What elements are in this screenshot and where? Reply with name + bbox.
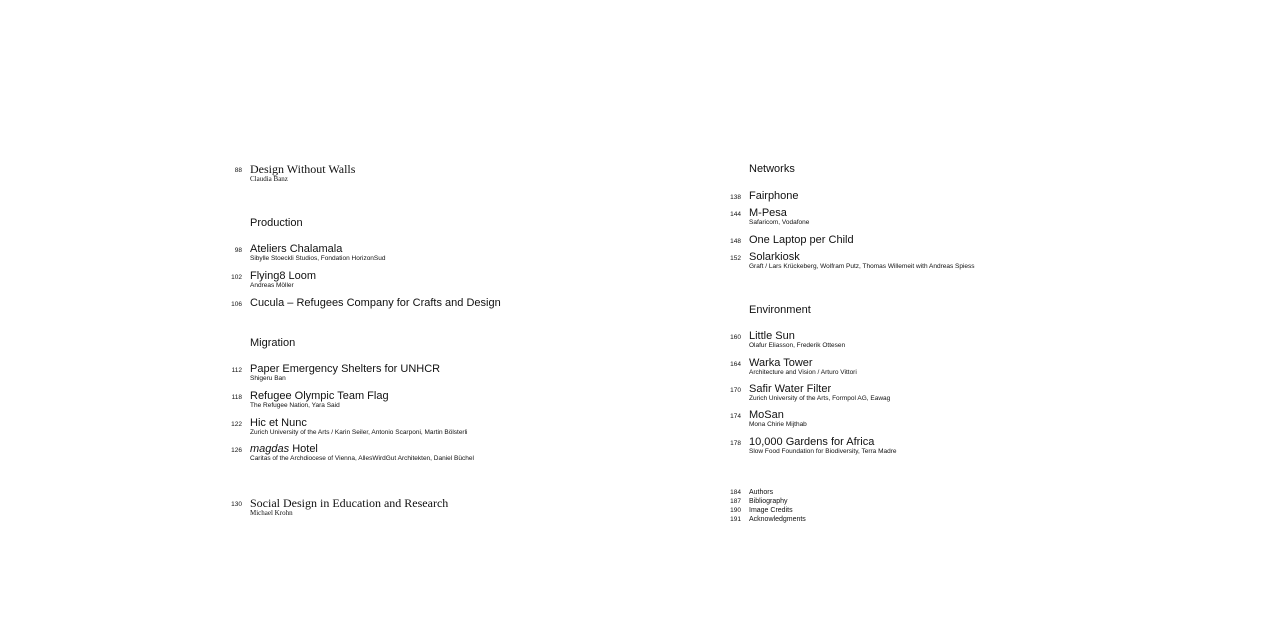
toc-entry[interactable] [749, 383, 890, 403]
entry-title: MoSan [749, 409, 784, 421]
entry-title: One Laptop per Child [749, 234, 854, 246]
page-number: 122 [231, 421, 242, 428]
appendix-acknowledgments[interactable]: Acknowledgments [749, 516, 806, 523]
page-number: 174 [730, 413, 741, 420]
entry-title: Flying8 Loom [250, 270, 317, 282]
entry-title: Warka Tower [749, 357, 813, 369]
section-heading-networks: Networks [749, 163, 795, 175]
entry-subtitle: Mona Chirie Mijthab [749, 421, 807, 428]
page-number: 160 [730, 334, 741, 341]
page-number: 148 [730, 238, 741, 245]
appendix-image-credits[interactable]: Image Credits [749, 507, 793, 514]
toc-entry[interactable] [749, 409, 807, 429]
toc-entry[interactable] [749, 190, 799, 202]
toc-entry-essay[interactable] [250, 163, 355, 183]
entry-title: Paper Emergency Shelters for UNHCR [250, 363, 441, 375]
toc-entry[interactable] [749, 234, 854, 246]
toc-entry[interactable] [250, 443, 474, 463]
entry-title: Refugee Olympic Team Flag [250, 390, 389, 402]
page-number: 98 [234, 247, 242, 254]
page-number: 130 [231, 501, 242, 508]
page-number: 191 [730, 516, 741, 523]
entry-title: Design Without Walls [250, 162, 356, 176]
entry-title: Little Sun [749, 330, 795, 342]
entry-author: Michael Krohn [250, 509, 293, 517]
page-number: 184 [730, 489, 741, 496]
entry-subtitle: Safaricom, Vodafone [749, 219, 810, 226]
page-number: 144 [730, 211, 741, 218]
entry-subtitle: Slow Food Foundation for Biodiversity, Terra Madre [749, 448, 897, 455]
page-number: 118 [231, 394, 242, 401]
entry-subtitle: Zurich University of the Arts / Karin Seiler, Antonio Scarponi, Martin Bölsterli [250, 429, 468, 436]
entry-title: Hic et Nunc [250, 417, 307, 429]
toc-entry[interactable] [749, 330, 845, 350]
entry-subtitle: The Refugee Nation, Yara Said [250, 402, 340, 409]
page-number: 112 [231, 367, 242, 374]
section-heading-environment: Environment [749, 304, 811, 316]
section-heading-production: Production [250, 217, 303, 229]
entry-subtitle: Caritas of the Archdiocese of Vienna, AllesWirdGut Architekten, Daniel Büchel [250, 455, 474, 462]
entry-subtitle: Olafur Eliasson, Frederik Ottesen [749, 342, 846, 349]
appendix-authors[interactable]: Authors [749, 489, 774, 496]
page-number: 164 [730, 361, 741, 368]
entry-title: Safir Water Filter [749, 383, 832, 395]
entry-title: Social Design in Education and Research [250, 496, 449, 510]
toc-entry[interactable] [250, 363, 440, 383]
entry-title: Ateliers Chalamala [250, 243, 343, 255]
toc-entry[interactable] [749, 357, 857, 377]
entry-subtitle: Sibylle Stoeckli Studios, Fondation HorizonSud [250, 255, 386, 262]
toc-entry[interactable] [250, 297, 501, 309]
toc-entry[interactable] [749, 251, 975, 271]
section-heading-migration: Migration [250, 337, 296, 349]
toc-entry[interactable] [250, 390, 389, 410]
page-number: 138 [730, 194, 741, 201]
appendix-bibliography[interactable]: Bibliography [749, 498, 788, 505]
entry-title: Solarkiosk [749, 251, 800, 263]
toc-entry[interactable] [250, 270, 316, 290]
entry-subtitle: Andreas Möller [250, 282, 294, 289]
toc-entry[interactable] [749, 207, 809, 227]
entry-title [250, 443, 474, 455]
page-number: 106 [231, 301, 242, 308]
entry-title: Cucula – Refugees Company for Crafts and Design [250, 297, 501, 309]
entry-title-rest: Hotel [289, 443, 318, 455]
page-number: 170 [730, 387, 741, 394]
page-number: 126 [231, 447, 242, 454]
entry-subtitle: Shigeru Ban [250, 375, 286, 382]
page-number: 190 [730, 507, 741, 514]
page-number: 178 [730, 440, 741, 447]
page-number: 102 [231, 274, 242, 281]
entry-title: Fairphone [749, 190, 799, 202]
entry-subtitle: Architecture and Vision / Arturo Vittori [749, 369, 857, 376]
entry-title: 10,000 Gardens for Africa [749, 436, 875, 448]
page-number: 187 [730, 498, 741, 505]
entry-subtitle: Zurich University of the Arts, Formpol AG, Eawag [749, 395, 891, 402]
toc-entry[interactable] [250, 243, 386, 263]
toc-entry[interactable] [749, 436, 897, 456]
entry-author: Claudia Banz [250, 175, 288, 183]
entry-title: M-Pesa [749, 207, 787, 219]
page-number: 152 [730, 255, 741, 262]
entry-title-italic: magdas [250, 443, 290, 455]
entry-subtitle: Graft / Lars Krückeberg, Wolfram Putz, Thomas Willemeit with Andreas Spiess [749, 263, 975, 270]
toc-entry[interactable] [250, 417, 467, 437]
toc-entry-essay[interactable] [250, 497, 448, 517]
page-number: 88 [234, 167, 242, 174]
